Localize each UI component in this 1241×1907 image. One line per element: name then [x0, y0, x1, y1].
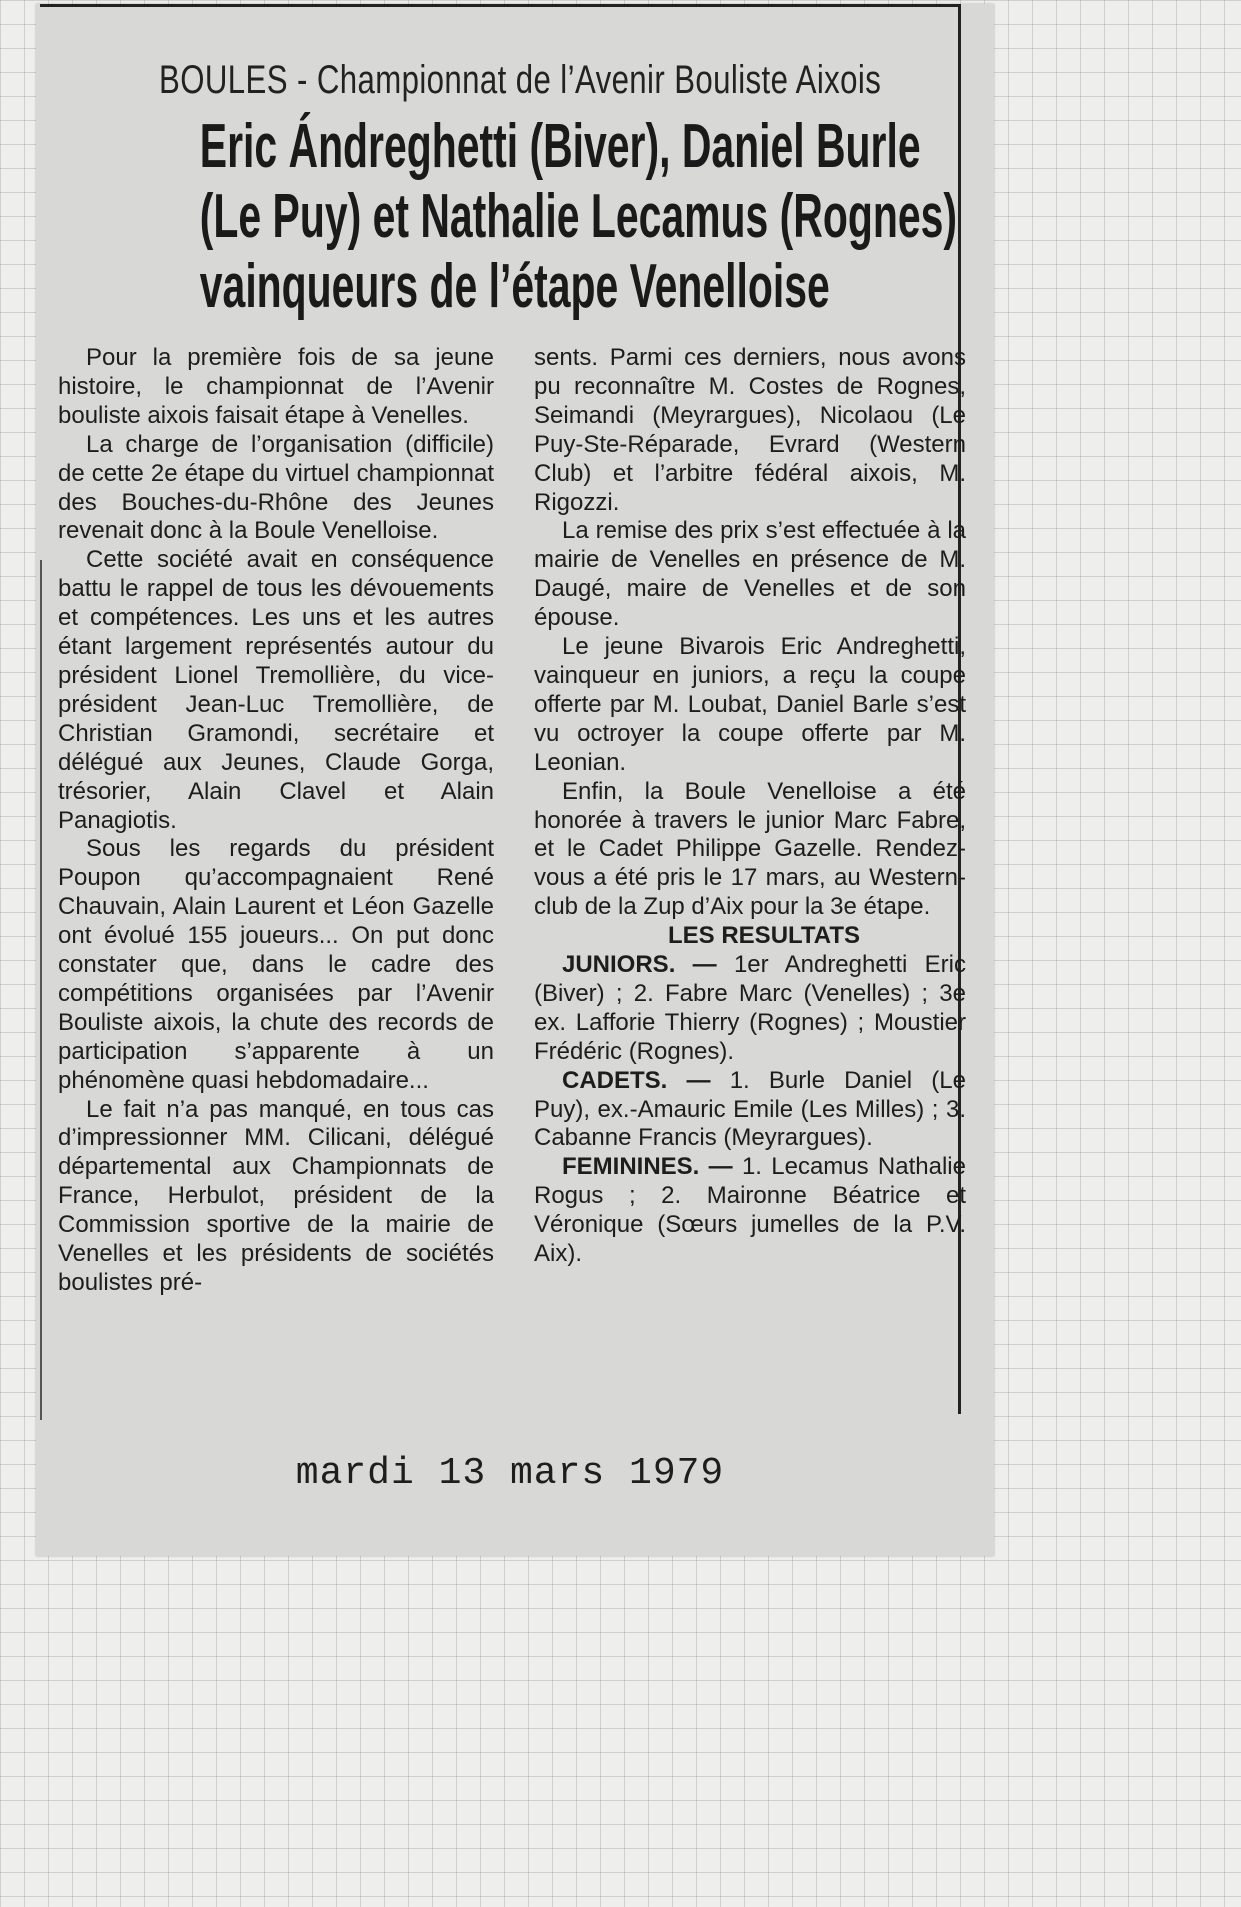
- headline-line: Eric Ándreghetti (Biver), Daniel Burle: [199, 112, 921, 181]
- body-paragraph: La charge de l’organisation (difficile) de cette 2e étape du virtuel championnat des Bouches-du-Rhône des Jeunes revenait donc à la Boule Venelloise.: [58, 430, 494, 545]
- body-paragraph: Le fait n’a pas manqué, en tous cas d’impressionner MM. Cilicani, délégué départemental aux Championnats de France, Herbulot, président de la Commission sportive de la mairie de Venelles et les présidents de sociétés boulistes pré-: [58, 1095, 494, 1296]
- results-heading: LES RESULTATS: [668, 922, 860, 950]
- article-headline: [199, 112, 957, 322]
- result-text: 1er Andreghetti Eric (Biver) ; 2. Fabre Marc (Venelles) ; 3e ex. Lafforie Thierry (Rognes) ; Moustier Frédéric (Rognes).: [534, 951, 966, 1065]
- body-paragraph: Le jeune Bivarois Eric Andreghetti, vainqueur en juniors, a reçu la coupe offerte par M. Loubat, Daniel Barle s’est vu octroyer la coupe offerte par M. Leonian.: [534, 633, 966, 776]
- left-rule: [40, 560, 42, 1420]
- body-paragraph: Pour la première fois de sa jeune histoire, le championnat de l’Avenir bouliste aixois faisait étape à Venelles.: [58, 344, 494, 429]
- top-rule: [40, 4, 960, 7]
- result-entry-juniors: [534, 951, 966, 1067]
- article-column-right: [534, 344, 966, 1269]
- headline-line: vainqueurs de l’étape Venelloise: [199, 252, 830, 321]
- body-paragraph: sents. Parmi ces derniers, nous avons pu reconnaître M. Costes de Rognes, Seimandi (Meyrargues), Nicolaou (Le Puy-Ste-Réparade, Evrard (Western Club) et l’arbitre fédéral aixois, M. Rigozzi.: [534, 344, 966, 516]
- result-entry-feminines: [534, 1153, 966, 1269]
- result-entry-cadets: [534, 1067, 966, 1154]
- body-paragraph: La remise des prix s’est effectuée à la mairie de Venelles en présence de M. Daugé, maire de Venelles et de son épouse.: [534, 517, 966, 632]
- result-category: CADETS. —: [562, 1066, 711, 1094]
- article-kicker: BOULES - Championnat de l’Avenir Bouliste Aixois: [159, 58, 882, 102]
- body-paragraph: Cette société avait en conséquence battu le rappel de tous les dévouements et compétences. Les uns et les autres étant largement représentés autour du président Lionel Tremollière, du vice-président Jean-Luc Tremollière, de Christian Gramondi, secrétaire et délégué aux Jeunes, Claude Gorga, trésorier, Alain Clavel et Alain Panagiotis.: [58, 546, 494, 834]
- article-column-left: [58, 344, 494, 1298]
- body-paragraph: Enfin, la Boule Venelloise a été honorée à travers le junior Marc Fabre, et le Cadet Philippe Gazelle. Rendez-vous a été pris le 17 mars, au Western-club de la Zup d’Aix pour la 3e étape.: [534, 777, 966, 921]
- date-stamp: mardi 13 mars 1979: [295, 1452, 725, 1495]
- result-text: 1. Lecamus Nathalie Rogus ; 2. Maironne Béatrice et Véronique (Sœurs jumelles de la P.V. Aix).: [534, 1153, 966, 1268]
- result-category: JUNIORS. —: [562, 951, 717, 979]
- body-paragraph: Sous les regards du président Poupon qu’accompagnaient René Chauvain, Alain Laurent et Léon Gazelle ont évolué 155 joueurs... On put donc constater que, dans le cadre des compétitions organisées par l’Avenir Bouliste aixois, la chute des records de participation s’apparente à un phénomène quasi hebdomadaire...: [58, 835, 494, 1094]
- headline-line: (Le Puy) et Nathalie Lecamus (Rognes): [199, 182, 957, 251]
- result-text: 1. Burle Daniel (Le Puy), ex.-Amauric Emile (Les Milles) ; 3. Cabanne Francis (Meyrargues).: [534, 1066, 966, 1152]
- result-category: FEMININES. —: [562, 1153, 733, 1181]
